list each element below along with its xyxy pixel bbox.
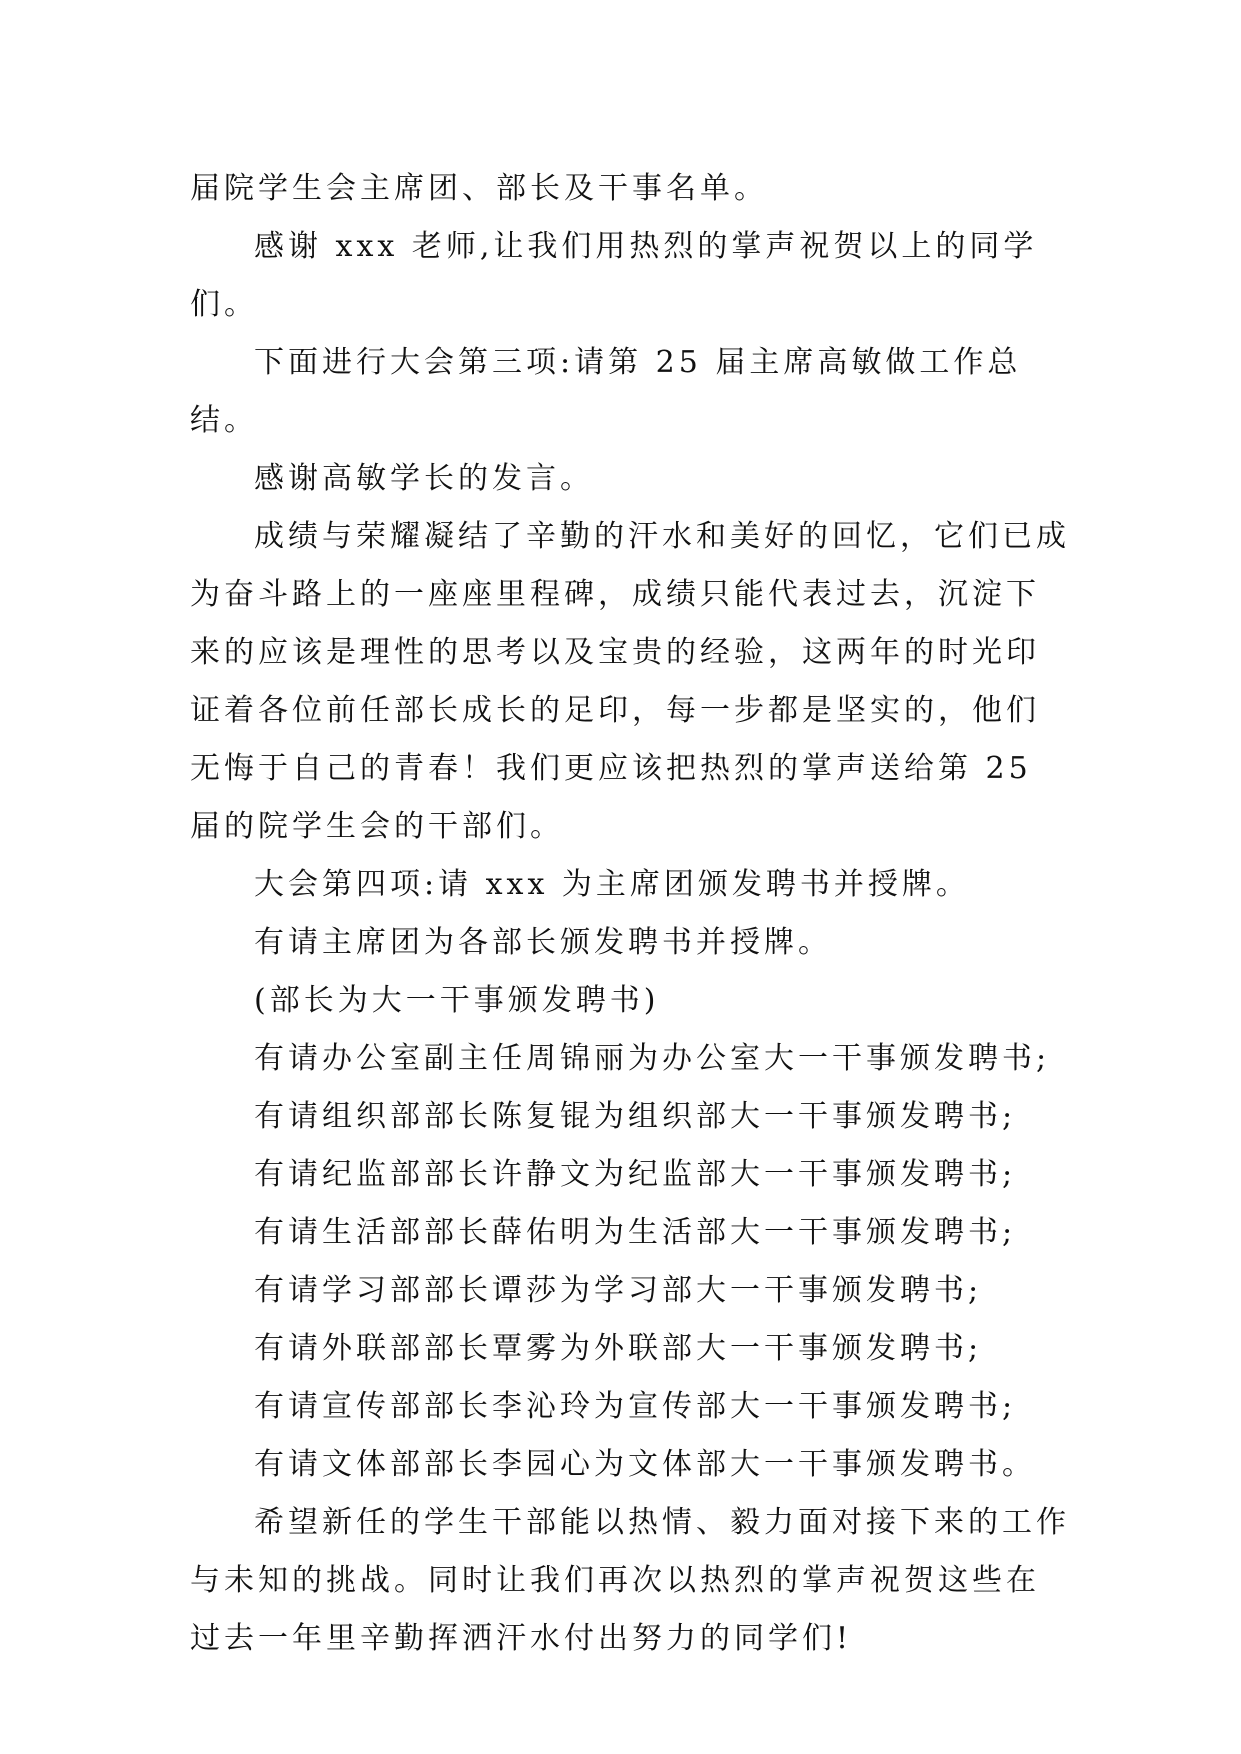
- paragraph-achievements: 成绩与荣耀凝结了辛勤的汗水和美好的回忆，它们已成为奋斗路上的一座座里程碑，成绩只能代表过去，沉淀下来的应该是理性的思考以及宝贵的经验，这两年的时光印证着各位前任部长成长的足印，每一步都是坚实的，他们无悔于自己的青春！我们更应该把热烈的掌声送给第 25 届的院学生会的干部们。: [190, 519, 1070, 844]
- paragraph-thanks-teacher: 感谢 xxx 老师,让我们用热烈的掌声祝贺以上的同学们。: [190, 229, 1038, 322]
- paragraph-thanks-speech: 感谢高敏学长的发言。: [254, 461, 594, 496]
- paragraph-discipline-award: 有请纪监部部长许静文为纪监部大一干事颁发聘书;: [254, 1157, 1017, 1192]
- paragraph-list-end: 届院学生会主席团、部长及干事名单。: [190, 171, 768, 206]
- document-body: [190, 160, 1070, 1668]
- paragraph-agenda-item-three: 下面进行大会第三项:请第 25 届主席高敏做工作总结。: [190, 345, 1022, 438]
- paragraph-minister-note: (部长为大一干事颁发聘书): [254, 983, 660, 1018]
- paragraph-agenda-item-four: 大会第四项:请 xxx 为主席团颁发聘书并授牌。: [254, 867, 970, 902]
- paragraph-presidium-awards: 有请主席团为各部长颁发聘书并授牌。: [254, 925, 832, 960]
- paragraph-external-award: 有请外联部部长覃雾为外联部大一干事颁发聘书;: [254, 1331, 983, 1366]
- paragraph-publicity-award: 有请宣传部部长李沁玲为宣传部大一干事颁发聘书;: [254, 1389, 1017, 1424]
- paragraph-office-award: 有请办公室副主任周锦丽为办公室大一干事颁发聘书;: [254, 1041, 1051, 1076]
- paragraph-life-award: 有请生活部部长薛佑明为生活部大一干事颁发聘书;: [254, 1215, 1017, 1250]
- paragraph-closing-wishes: 希望新任的学生干部能以热情、毅力面对接下来的工作与未知的挑战。同时让我们再次以热烈的掌声祝贺这些在过去一年里辛勤挥洒汗水付出努力的同学们!: [190, 1505, 1070, 1656]
- paragraph-arts-sports-award: 有请文体部部长李园心为文体部大一干事颁发聘书。: [254, 1447, 1036, 1482]
- paragraph-study-award: 有请学习部部长谭莎为学习部大一干事颁发聘书;: [254, 1273, 983, 1308]
- paragraph-organization-award: 有请组织部部长陈复锟为组织部大一干事颁发聘书;: [254, 1099, 1017, 1134]
